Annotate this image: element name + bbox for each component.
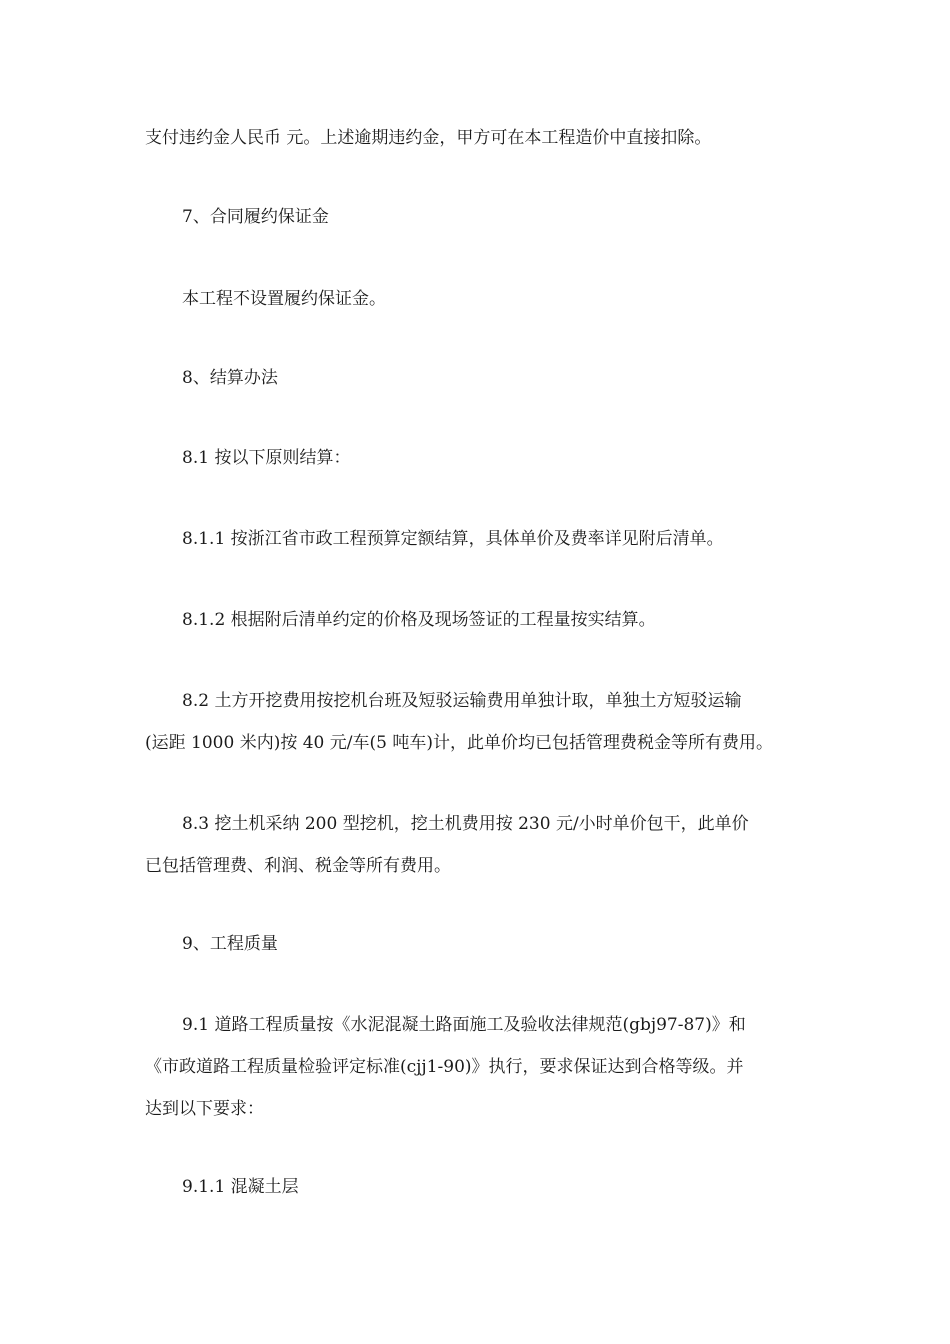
text-line: 本工程不设置履约保证金。 <box>182 289 386 309</box>
text-line: 8.1.1 按浙江省市政工程预算定额结算，具体单价及费率详见附后清单。 <box>182 529 724 549</box>
paragraph-9-1 <box>145 1004 810 1130</box>
paragraph-8-2 <box>145 680 810 764</box>
paragraph-8-1-1 <box>145 518 810 560</box>
paragraph-penalty-deduction <box>145 117 810 159</box>
text-line: 已包括管理费、利润、税金等所有费用。 <box>145 856 451 876</box>
text-line: 8.3 挖土机采纳 200 型挖机，挖土机费用按 230 元/小时单价包干，此单价 <box>182 814 749 834</box>
text-line: 9.1 道路工程质量按《水泥混凝土路面施工及验收法律规范(gbj97-87)》和 <box>182 1015 746 1035</box>
paragraph-no-bond <box>145 278 810 320</box>
paragraph-8-1 <box>145 437 810 479</box>
paragraph-9-1-1 <box>145 1166 810 1208</box>
text-line: 8.2 土方开挖费用按挖机台班及短驳运输费用单独计取，单独土方短驳运输 <box>182 691 742 711</box>
text-line: 达到以下要求： <box>145 1099 264 1119</box>
text-line: 7、合同履约保证金 <box>182 207 329 227</box>
text-line: 8.1.2 根据附后清单约定的价格及现场签证的工程量按实结算。 <box>182 610 656 630</box>
text-line: 8、结算办法 <box>182 368 278 388</box>
text-line: 支付违约金人民币 元。上述逾期违约金，甲方可在本工程造价中直接扣除。 <box>145 128 712 148</box>
paragraph-8-3 <box>145 803 810 887</box>
heading-engineering-quality <box>145 923 810 965</box>
heading-settlement-method <box>145 357 810 399</box>
heading-performance-bond <box>145 196 810 238</box>
text-line: 《市政道路工程质量检验评定标准(cjj1-90)》执行，要求保证达到合格等级。并 <box>145 1057 744 1077</box>
paragraph-8-1-2 <box>145 599 810 641</box>
text-line: (运距 1000 米内)按 40 元/车(5 吨车)计，此单价均已包括管理费税金等所有费用。 <box>145 733 773 753</box>
text-line: 9.1.1 混凝土层 <box>182 1177 299 1197</box>
text-line: 8.1 按以下原则结算： <box>182 448 351 468</box>
text-line: 9、工程质量 <box>182 934 278 954</box>
